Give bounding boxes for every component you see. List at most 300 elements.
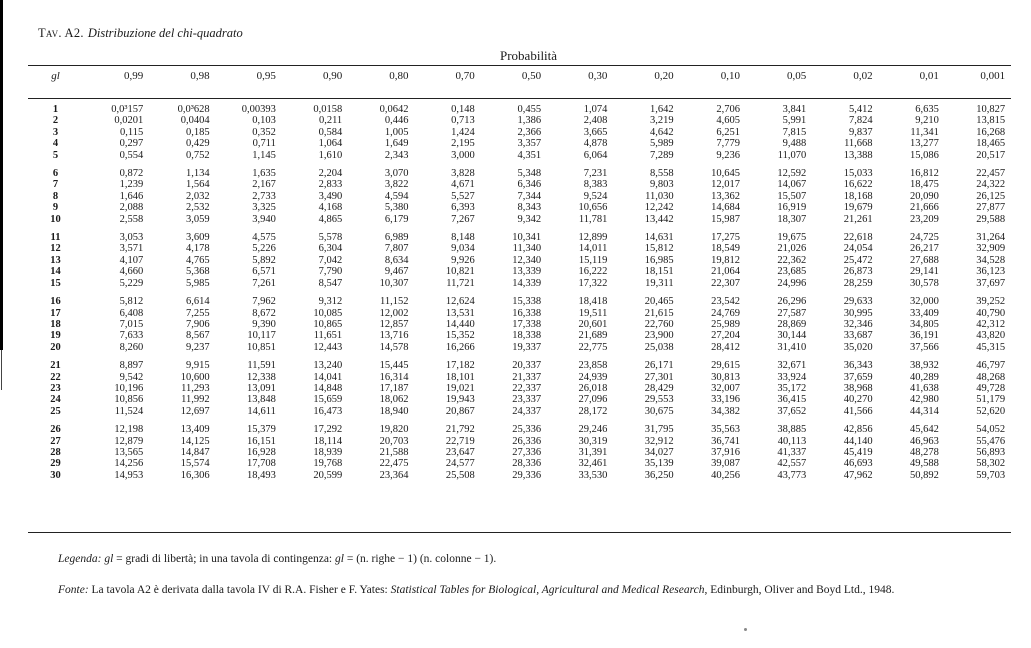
chi-square-value: 38,932: [909, 360, 939, 372]
chi-square-value: 10,645: [711, 168, 740, 180]
chi-square-value: 35,563: [711, 424, 740, 436]
chi-square-value: 16,473: [313, 405, 343, 417]
gl-value: 21: [50, 360, 61, 372]
chi-square-value: 12,899: [578, 232, 608, 244]
chi-square-value: 17,708: [247, 458, 276, 470]
chi-square-value: 37,659: [843, 371, 873, 383]
table-row: [28, 138, 1011, 149]
chi-square-value: 9,034: [451, 243, 475, 255]
chi-square-value: 4,107: [119, 254, 144, 266]
chi-square-value: 20,090: [909, 190, 939, 202]
chi-square-value: 19,675: [777, 232, 807, 244]
table-row: [28, 243, 1011, 254]
chi-square-value: 1,074: [583, 104, 608, 115]
chi-square-value: 1,424: [451, 126, 475, 138]
chi-square-value: 20,867: [445, 405, 475, 417]
chi-square-value: 1,239: [119, 179, 144, 191]
chi-square-value: 37,566: [909, 341, 939, 353]
chi-square-value: 25,472: [843, 254, 873, 266]
chi-square-value: 12,592: [777, 168, 807, 180]
chi-square-value: 0,0404: [180, 115, 210, 127]
gl-value: 17: [50, 307, 61, 319]
chi-square-value: 10,856: [114, 394, 144, 406]
chi-square-value: 12,198: [114, 424, 144, 436]
chi-square-value: 0,584: [318, 126, 343, 138]
probability-column-header: 0,02: [853, 70, 873, 83]
chi-square-value: 24,769: [711, 307, 740, 319]
chi-square-value: 26,873: [843, 266, 873, 278]
chi-square-value: 48,268: [976, 371, 1006, 383]
chi-square-value: 49,728: [976, 382, 1006, 394]
chi-square-value: 25,508: [445, 469, 475, 481]
chi-square-value: 18,493: [247, 469, 276, 481]
chi-square-value: 42,980: [909, 394, 939, 406]
chi-square-value: 3,571: [119, 243, 144, 255]
chi-square-value: 15,338: [512, 296, 542, 308]
chi-square-value: 0,455: [517, 104, 542, 115]
chi-square-value: 5,985: [185, 277, 210, 289]
table-row: [28, 266, 1011, 277]
chi-square-value: 24,054: [843, 243, 873, 255]
chi-square-value: 27,301: [644, 371, 674, 383]
chi-square-value: 13,442: [644, 213, 674, 225]
chi-square-value: 30,813: [711, 371, 740, 383]
gl-value: 28: [50, 446, 61, 458]
chi-square-value: 8,260: [119, 341, 144, 353]
chi-square-value: 15,352: [445, 330, 475, 342]
chi-square-value: 6,571: [252, 266, 276, 278]
chi-square-value: 18,168: [843, 190, 873, 202]
chi-square-value: 33,409: [909, 307, 939, 319]
chi-square-value: 8,343: [517, 202, 542, 214]
gl-value: 16: [50, 296, 61, 308]
chi-square-value: 6,393: [451, 202, 475, 214]
chi-square-value: 2,366: [517, 126, 542, 138]
chi-square-value: 3,490: [318, 190, 343, 202]
table-row: [28, 88, 1011, 115]
chi-square-value: 2,532: [185, 202, 210, 214]
chi-square-value: 47,962: [843, 469, 873, 481]
gl-value: 15: [50, 277, 61, 289]
chi-square-value: 14,578: [379, 341, 409, 353]
table-row: [28, 436, 1011, 447]
chi-square-value: 5,226: [252, 243, 276, 255]
chi-square-value: 4,660: [119, 266, 144, 278]
table-number: Tav. A2.: [38, 26, 84, 40]
chi-square-value: 29,633: [843, 296, 873, 308]
chi-square-value: 46,797: [976, 360, 1006, 372]
chi-square-value: 10,600: [180, 371, 210, 383]
chi-square-value: 8,383: [583, 179, 608, 191]
chi-square-value: 3,609: [185, 232, 210, 244]
table-row: [28, 191, 1011, 202]
chi-square-value: 56,893: [976, 446, 1006, 458]
chi-square-value: 4,642: [650, 126, 674, 138]
gl-value: 2: [52, 115, 59, 127]
chi-square-value: 18,151: [644, 266, 674, 278]
chi-square-value: 14,953: [114, 469, 144, 481]
chi-square-value: 2,195: [451, 138, 475, 150]
gl-value: 6: [52, 168, 59, 180]
chi-square-value: 14,256: [114, 458, 144, 470]
chi-square-value: 31,795: [644, 424, 674, 436]
chi-square-value: 2,088: [119, 202, 144, 214]
chi-square-value: 6,635: [915, 104, 939, 115]
chi-square-value: 9,926: [451, 254, 475, 266]
table-row: [28, 447, 1011, 458]
chi-square-value: 0,0201: [114, 115, 144, 127]
chi-square-value: 31,410: [777, 341, 807, 353]
chi-square-value: 6,614: [185, 296, 210, 308]
table-row: [28, 289, 1011, 307]
chi-square-value: 27,587: [777, 307, 807, 319]
chi-square-value: 36,123: [976, 266, 1006, 278]
table-row: [28, 342, 1011, 353]
chi-square-value: 32,461: [578, 458, 608, 470]
chi-square-value: 3,070: [384, 168, 409, 180]
chi-square-value: 1,610: [318, 149, 343, 161]
chi-square-value: 11,341: [910, 126, 939, 138]
chi-square-value: 0,429: [185, 138, 210, 150]
chi-square-value: 35,172: [777, 382, 807, 394]
chi-square-value: 20,703: [379, 435, 409, 447]
gl-value: 26: [50, 424, 61, 436]
chi-square-value: 4,178: [185, 243, 210, 255]
chi-square-value: 19,337: [512, 341, 542, 353]
chi-square-value: 20,517: [976, 149, 1006, 161]
chi-square-value: 5,991: [782, 115, 807, 127]
legend-end-text: = (n. righe − 1) (n. colonne − 1).: [343, 553, 497, 565]
chi-square-value: 16,928: [247, 446, 276, 458]
probability-column-header: 0,80: [389, 70, 409, 83]
chi-square-value: 8,547: [318, 277, 343, 289]
chi-square-value: 4,671: [451, 179, 475, 191]
chi-square-value: 8,634: [384, 254, 409, 266]
chi-square-value: 28,259: [843, 277, 873, 289]
chi-square-value: 7,962: [252, 296, 276, 308]
chi-square-value: 38,968: [843, 382, 873, 394]
table-row: [28, 319, 1011, 330]
legend-mid-text: = gradi di libertà; in una tavola di contingenza:: [113, 553, 335, 565]
chi-square-value: 11,651: [313, 330, 343, 342]
chi-square-value: 9,210: [915, 115, 939, 127]
chi-square-value: 46,693: [843, 458, 873, 470]
chi-square-value: 11,992: [181, 394, 210, 406]
probability-column-header: 0,01: [919, 70, 939, 83]
chi-square-value: 7,289: [650, 149, 674, 161]
chi-square-value: 33,196: [711, 394, 740, 406]
chi-square-value: 29,553: [644, 394, 674, 406]
table-title-text: Distribuzione del chi-quadrato: [87, 26, 243, 40]
chi-square-value: 24,939: [578, 371, 608, 383]
chi-square-value: 11,721: [446, 277, 475, 289]
chi-square-value: 32,909: [976, 243, 1006, 255]
chi-square-value: 12,242: [644, 202, 674, 214]
probability-column-header: 0,70: [455, 70, 475, 83]
chi-square-value: 12,002: [379, 307, 409, 319]
table-body: [28, 88, 1011, 481]
chi-square-value: 6,408: [119, 307, 144, 319]
chi-square-value: 34,027: [644, 446, 674, 458]
chi-square-value: 22,457: [976, 168, 1006, 180]
chi-square-value: 30,144: [777, 330, 807, 342]
gl-value: 30: [50, 469, 61, 481]
chi-square-value: 11,524: [114, 405, 144, 417]
probability-column-header: 0,001: [980, 70, 1006, 83]
chi-square-value: 1,005: [384, 126, 409, 138]
chi-square-value: 15,507: [777, 190, 807, 202]
chi-square-value: 37,652: [777, 405, 807, 417]
gl-value: 12: [50, 243, 61, 255]
page-edge-shadow: [0, 0, 3, 350]
chi-square-value: 4,168: [318, 202, 343, 214]
chi-square-value: 7,344: [517, 190, 542, 202]
chi-square-value: 21,588: [379, 446, 409, 458]
chi-square-value: 7,790: [318, 266, 343, 278]
chi-square-value: 22,618: [843, 232, 873, 244]
chi-square-value: 22,719: [445, 435, 475, 447]
chi-square-value: 4,605: [716, 115, 740, 127]
chi-square-value: 36,250: [644, 469, 674, 481]
chi-square-value: 13,388: [843, 149, 873, 161]
chi-square-value: 5,578: [318, 232, 343, 244]
probability-column-header: 0,05: [787, 70, 807, 83]
chi-square-value: 23,685: [777, 266, 807, 278]
probability-column-header: 0,90: [322, 70, 343, 83]
chi-square-value: 13,362: [711, 190, 740, 202]
chi-square-value: 20,465: [644, 296, 674, 308]
chi-square-value: 24,337: [512, 405, 542, 417]
chi-square-value: 9,342: [517, 213, 542, 225]
chi-square-value: 35,020: [843, 341, 873, 353]
chi-square-value: 5,527: [451, 190, 475, 202]
chi-square-value: 2,343: [384, 149, 409, 161]
chi-square-value: 17,275: [711, 232, 740, 244]
chi-square-value: 48,278: [909, 446, 939, 458]
chi-square-value: 18,338: [512, 330, 542, 342]
chi-square-value: 29,615: [711, 360, 740, 372]
chi-square-value: 0,148: [451, 104, 475, 115]
chi-square-value: 7,633: [119, 330, 144, 342]
chi-square-value: 1,064: [318, 138, 343, 150]
chi-square-value: 34,528: [976, 254, 1006, 266]
chi-square-value: 43,820: [976, 330, 1006, 342]
probability-column-header: 0,10: [720, 70, 740, 83]
chi-square-value: 37,916: [711, 446, 740, 458]
chi-square-value: 13,409: [180, 424, 210, 436]
chi-square-value: 4,765: [185, 254, 210, 266]
chi-square-value: 6,304: [318, 243, 343, 255]
chi-square-value: 9,312: [318, 296, 343, 308]
chi-square-value: 29,588: [976, 213, 1006, 225]
chi-square-value: 31,391: [578, 446, 608, 458]
chi-square-value: 14,847: [180, 446, 210, 458]
chi-square-value: 15,812: [644, 243, 674, 255]
chi-square-value: 5,229: [119, 277, 144, 289]
chi-square-value: 16,812: [909, 168, 939, 180]
chi-square-value: 46,963: [909, 435, 939, 447]
chi-square-value: 14,631: [644, 232, 674, 244]
chi-square-value: 2,032: [185, 190, 210, 202]
chi-square-value: 15,033: [843, 168, 873, 180]
table-row: [28, 330, 1011, 341]
table-row: [28, 255, 1011, 266]
chi-square-value: 42,312: [976, 318, 1006, 330]
chi-square-value: 10,307: [379, 277, 409, 289]
chi-square-value: 9,237: [185, 341, 210, 353]
chi-square-value: 45,419: [843, 446, 873, 458]
gl-value: 5: [52, 149, 59, 161]
chi-square-value: 44,140: [843, 435, 873, 447]
chi-square-value: 23,209: [909, 213, 939, 225]
chi-square-value: 22,337: [512, 382, 542, 394]
chi-square-value: 0,103: [252, 115, 276, 127]
chi-square-value: 11,030: [645, 190, 674, 202]
chi-square-value: 41,638: [909, 382, 939, 394]
chi-square-value: 16,919: [777, 202, 807, 214]
page-edge-shadow-lower: [1, 350, 2, 390]
chi-square-value: 27,877: [976, 202, 1006, 214]
chi-square-value: 24,725: [909, 232, 939, 244]
chi-square-value: 3,940: [252, 213, 276, 225]
chi-square-value: 6,346: [517, 179, 542, 191]
chi-square-value: 2,558: [119, 213, 144, 225]
chi-square-value: 1,642: [650, 104, 674, 115]
chi-square-value: 9,837: [848, 126, 873, 138]
probability-column-header: 0,95: [256, 70, 276, 83]
chi-square-value: 22,475: [379, 458, 409, 470]
chi-square-value: 36,343: [843, 360, 873, 372]
chi-square-value: 4,351: [517, 149, 542, 161]
chi-square-value: 3,325: [252, 202, 276, 214]
chi-square-value: 8,897: [119, 360, 144, 372]
chi-square-value: 11,152: [379, 296, 409, 308]
chi-square-value: 13,565: [114, 446, 144, 458]
chi-square-value: 29,336: [512, 469, 542, 481]
chi-square-value: 29,246: [578, 424, 608, 436]
legend-gl: gl: [104, 553, 114, 565]
table-row: [28, 161, 1011, 179]
chi-square-value: 23,337: [512, 394, 542, 406]
chi-square-value: 19,311: [645, 277, 674, 289]
gl-value: 8: [52, 190, 59, 202]
gl-value: 7: [52, 179, 59, 191]
legend-gl-2: gl: [335, 553, 344, 565]
chi-square-value: 19,943: [445, 394, 475, 406]
chi-square-value: 21,689: [578, 330, 608, 342]
chi-square-value: 5,380: [384, 202, 409, 214]
gl-value: 20: [50, 341, 61, 353]
chi-square-value: 5,348: [517, 168, 542, 180]
chi-square-value: 16,338: [512, 307, 542, 319]
bottom-rule: [28, 532, 1011, 533]
chi-square-value: 40,113: [777, 435, 807, 447]
chi-square-value: 13,277: [909, 138, 939, 150]
chi-square-value: 52,620: [976, 405, 1006, 417]
chi-square-value: 5,412: [848, 104, 873, 115]
chi-square-value: 40,790: [976, 307, 1006, 319]
chi-square-value: 36,191: [909, 330, 939, 342]
chi-square-value: 5,368: [185, 266, 210, 278]
chi-square-value: 26,336: [512, 435, 542, 447]
chi-square-value: 18,062: [379, 394, 409, 406]
chi-square-value: 18,114: [313, 435, 343, 447]
chi-square-value: 3,822: [384, 179, 409, 191]
table-row: [28, 179, 1011, 190]
table-row: [28, 383, 1011, 394]
chi-square-value: 8,672: [252, 307, 276, 319]
source-book-title: Statistical Tables for Biological, Agricultural and Medical Research: [390, 584, 705, 596]
chi-square-value: 51,179: [976, 394, 1006, 406]
chi-square-value: 1,635: [252, 168, 276, 180]
gl-value: 24: [50, 394, 61, 406]
chi-square-value: 10,341: [512, 232, 542, 244]
chi-square-value: 7,015: [119, 318, 144, 330]
table-row: [28, 372, 1011, 383]
chi-square-value: 7,779: [716, 138, 740, 150]
chi-square-value: 17,182: [445, 360, 475, 372]
chi-square-value: 0,0³628: [177, 104, 210, 115]
chi-square-value: 0,713: [451, 115, 475, 127]
chi-square-value: 2,408: [583, 115, 608, 127]
chi-square-value: 50,892: [909, 469, 939, 481]
chi-square-value: 32,671: [777, 360, 807, 372]
gl-value: 22: [50, 371, 61, 383]
chi-square-value: 19,820: [379, 424, 409, 436]
chi-square-value: 12,879: [114, 435, 144, 447]
gl-value: 3: [52, 126, 59, 138]
chi-square-value: 19,021: [445, 382, 475, 394]
table-row: [28, 308, 1011, 319]
chi-square-value: 24,577: [445, 458, 475, 470]
chi-square-value: 32,912: [644, 435, 674, 447]
probability-header: Probabilità: [500, 48, 558, 63]
gl-column-header: gl: [51, 70, 60, 83]
chi-square-value: 3,000: [451, 149, 475, 161]
gl-value: 13: [50, 254, 61, 266]
chi-square-value: 28,869: [777, 318, 807, 330]
chi-square-value: 9,542: [119, 371, 144, 383]
chi-square-value: 22,775: [578, 341, 608, 353]
chi-square-value: 23,858: [578, 360, 608, 372]
chi-square-value: 10,865: [313, 318, 343, 330]
chi-square-value: 18,101: [445, 371, 475, 383]
chi-square-value: 49,588: [909, 458, 939, 470]
chi-square-value: 26,217: [909, 243, 939, 255]
table-row: [28, 225, 1011, 243]
chi-square-value: 10,085: [313, 307, 343, 319]
chi-square-value: 18,418: [578, 296, 608, 308]
chi-square-value: 14,041: [313, 371, 343, 383]
chi-square-value: 14,440: [445, 318, 475, 330]
chi-square-value: 26,125: [976, 190, 1006, 202]
chi-square-value: 23,900: [644, 330, 674, 342]
chi-square-value: 10,851: [247, 341, 276, 353]
chi-square-value: 24,996: [777, 277, 807, 289]
chi-square-value: 20,601: [578, 318, 608, 330]
chi-square-value: 9,467: [384, 266, 409, 278]
legend: [58, 553, 496, 565]
chi-square-value: 13,716: [379, 330, 409, 342]
chi-square-value: 9,803: [650, 179, 674, 191]
chi-square-value: 12,017: [711, 179, 740, 191]
chi-square-value: 14,611: [247, 405, 276, 417]
chi-square-value: 16,268: [976, 126, 1006, 138]
chi-square-value: 39,087: [711, 458, 740, 470]
chi-square-value: 18,465: [976, 138, 1006, 150]
chi-square-value: 54,052: [976, 424, 1006, 436]
source-note: [38, 582, 1008, 598]
